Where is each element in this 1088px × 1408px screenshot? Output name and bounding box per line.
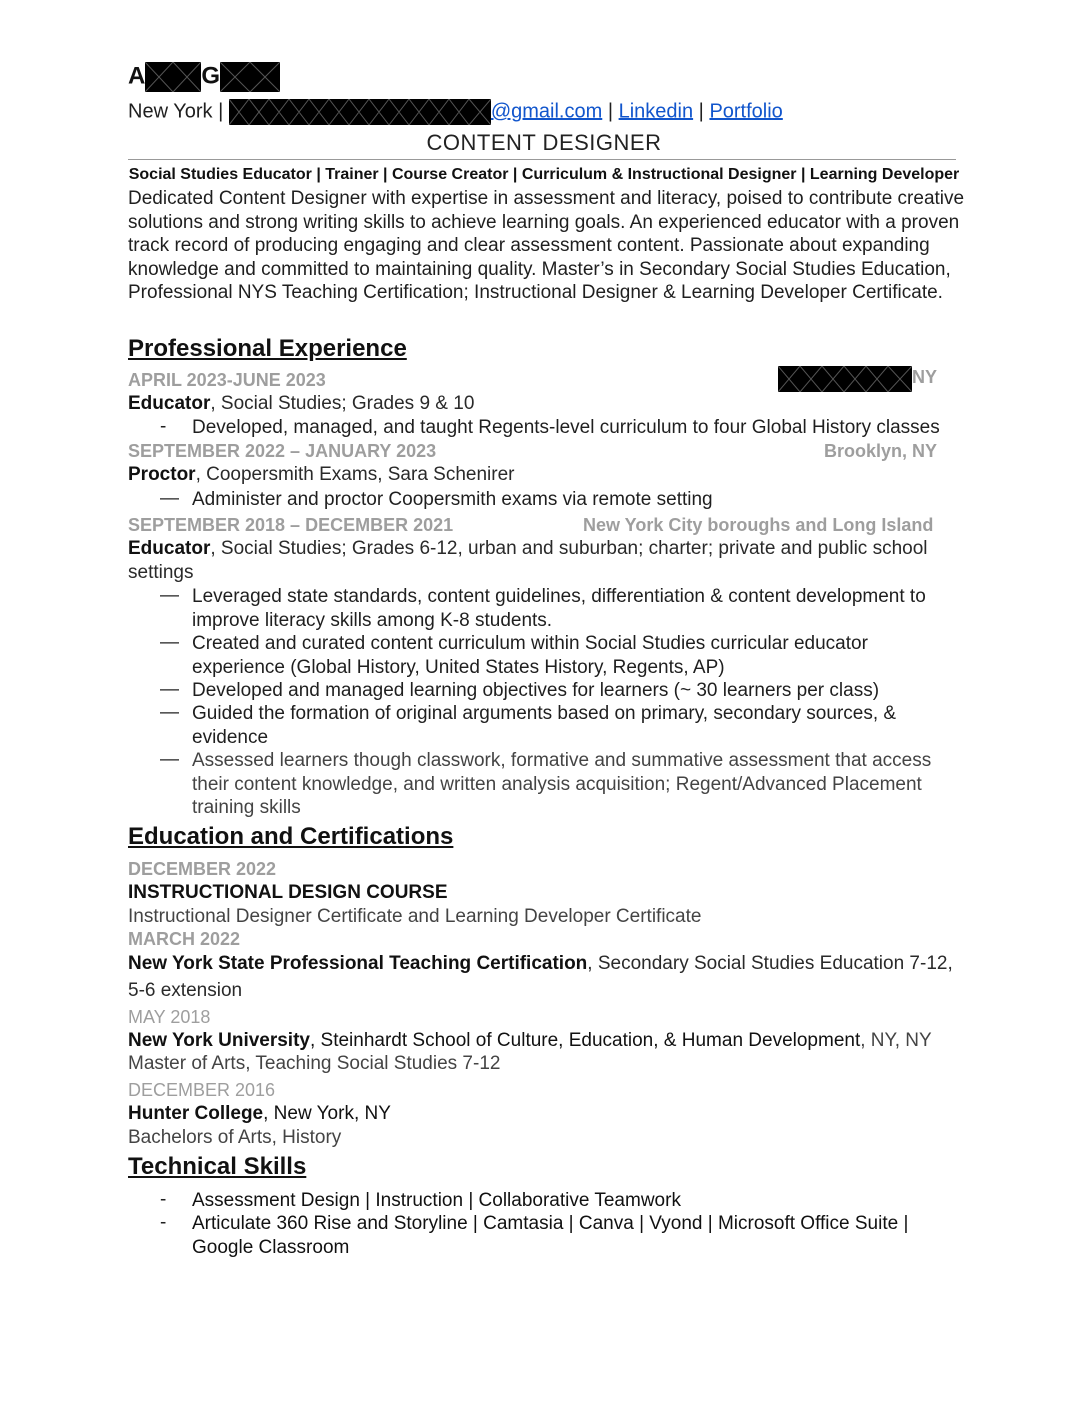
city: New York: [128, 100, 213, 123]
education-title: New York University: [128, 1030, 310, 1051]
education-date: MAY 2018: [128, 1007, 211, 1027]
separator: |: [698, 100, 704, 123]
portfolio-link[interactable]: Portfolio: [709, 100, 783, 123]
name-last-initial: G: [201, 62, 221, 90]
email-link[interactable]: @gmail.com: [490, 100, 603, 123]
education-title-line: [128, 1030, 932, 1052]
job-bullet: Developed and managed learning objectives for learners (~ 30 learners per class): [192, 680, 880, 701]
job-bullet: Administer and proctor Coopersmith exams via remote setting: [192, 489, 713, 510]
bullet-mark: —: [160, 632, 179, 653]
education-title-line: [128, 953, 953, 975]
education-title-rest: , Steinhardt School of Culture, Education, & Human Development: [309, 1030, 861, 1051]
summary-paragraph: Dedicated Content Designer with expertise in assessment and literacy, poised to contribute creative solutions and strong writing skills to achieve learning goals. An experienced educator with a proven track record of producing engaging and clear assessment content. Passionate about expanding knowledge and committed to maintaining quality. Master’s in Secondary Social Studies Education, Professional NYS Teaching Certification; Instructional Designer & Learning Developer Certificate.: [128, 188, 965, 303]
education-date: DECEMBER 2022: [128, 859, 277, 879]
education-title: New York State Professional Teaching Certification: [128, 953, 588, 974]
job-title: Proctor: [128, 464, 196, 485]
contact-line: [128, 99, 783, 125]
job-details: , Coopersmith Exams, Sara Schenirer: [195, 464, 515, 485]
job-dates: SEPTEMBER 2018 – DECEMBER 2021: [128, 515, 454, 535]
bullet-mark: —: [160, 749, 179, 770]
separator: |: [607, 100, 614, 123]
education-detail: Master of Arts, Teaching Social Studies 7-12: [128, 1053, 501, 1074]
skills-item: Assessment Design | Instruction | Collaborative Teamwork: [192, 1190, 681, 1211]
job-location: Brooklyn, NY: [824, 441, 938, 461]
job-dates: SEPTEMBER 2022 – JANUARY 2023: [128, 441, 437, 461]
bullet-mark: —: [160, 488, 179, 509]
job-bullet: Developed, managed, and taught Regents-level curriculum to four Global History classes: [192, 417, 940, 438]
tagline: Social Studies Educator | Trainer | Course Creator | Curriculum & Instructional Designer | Learning Developer: [128, 166, 960, 183]
job-title: Educator: [128, 393, 211, 414]
candidate-name: [128, 62, 280, 92]
job-location-suffix: NY: [912, 367, 938, 388]
job-bullet: Created and curated content curriculum within Social Studies curricular educator experience (Global History, United States History, Regents, AP): [192, 633, 868, 678]
role-title: CONTENT DESIGNER: [426, 130, 662, 155]
job-title: Educator: [128, 538, 211, 559]
bullet-mark: -: [160, 1212, 167, 1233]
job-bullet: Leveraged state standards, content guidelines, differentiation & content development to improve literacy skills among K-8 students.: [192, 586, 926, 631]
job-details-continued: settings: [128, 562, 194, 583]
job-details: , Social Studies; Grades 6-12, urban and suburban; charter; private and public school: [210, 538, 928, 559]
job-details: , Social Studies; Grades 9 & 10: [210, 393, 475, 414]
education-detail: Bachelors of Arts, History: [128, 1127, 342, 1148]
skills-item: Articulate 360 Rise and Storyline | Camtasia | Canva | Vyond | Microsoft Office Suite | Google Classroom: [192, 1213, 909, 1258]
separator: |: [218, 100, 224, 123]
education-title-line: [128, 1103, 391, 1125]
education-detail: 5-6 extension: [128, 980, 243, 1001]
name-first-initial: A: [128, 62, 146, 90]
job-location: New York City boroughs and Long Island: [583, 515, 934, 535]
bullet-mark: -: [160, 416, 167, 437]
bullet-mark: —: [160, 585, 179, 606]
education-title-rest: , Secondary Social Studies Education 7-12,: [587, 953, 953, 974]
education-date: DECEMBER 2016: [128, 1080, 276, 1100]
redaction-block: [145, 62, 201, 92]
section-heading-education: Education and Certifications: [128, 823, 454, 850]
redaction-block: [229, 99, 491, 125]
section-heading-experience: Professional Experience: [128, 335, 407, 362]
job-dates: APRIL 2023-JUNE 2023: [128, 370, 326, 390]
education-title-rest: , New York, NY: [263, 1103, 391, 1124]
redaction-block: [220, 62, 280, 92]
bullet-mark: -: [160, 1189, 167, 1210]
job-bullet: Guided the formation of original arguments based on primary, secondary sources, & evidence: [192, 703, 897, 748]
education-date: MARCH 2022: [128, 929, 241, 949]
divider: [128, 159, 956, 160]
redaction-block: [778, 366, 912, 392]
job-title-line: [128, 393, 474, 415]
job-location: [778, 366, 937, 392]
bullet-mark: —: [160, 679, 179, 700]
education-detail: Instructional Designer Certificate and Learning Developer Certificate: [128, 906, 702, 927]
linkedin-link[interactable]: Linkedin: [618, 100, 694, 123]
education-title: Hunter College: [128, 1103, 264, 1124]
bullet-mark: —: [160, 702, 179, 723]
section-heading-skills: Technical Skills: [128, 1153, 307, 1180]
job-bullet: Assessed learners though classwork, formative and summative assessment that access their content knowledge, and written analysis acquisition; Regent/Advanced Placement training skills: [192, 750, 932, 818]
job-title-line: [128, 464, 514, 486]
job-title-line: [128, 538, 928, 560]
education-title-tail: , NY, NY: [860, 1030, 932, 1051]
education-title: INSTRUCTIONAL DESIGN COURSE: [128, 882, 448, 903]
